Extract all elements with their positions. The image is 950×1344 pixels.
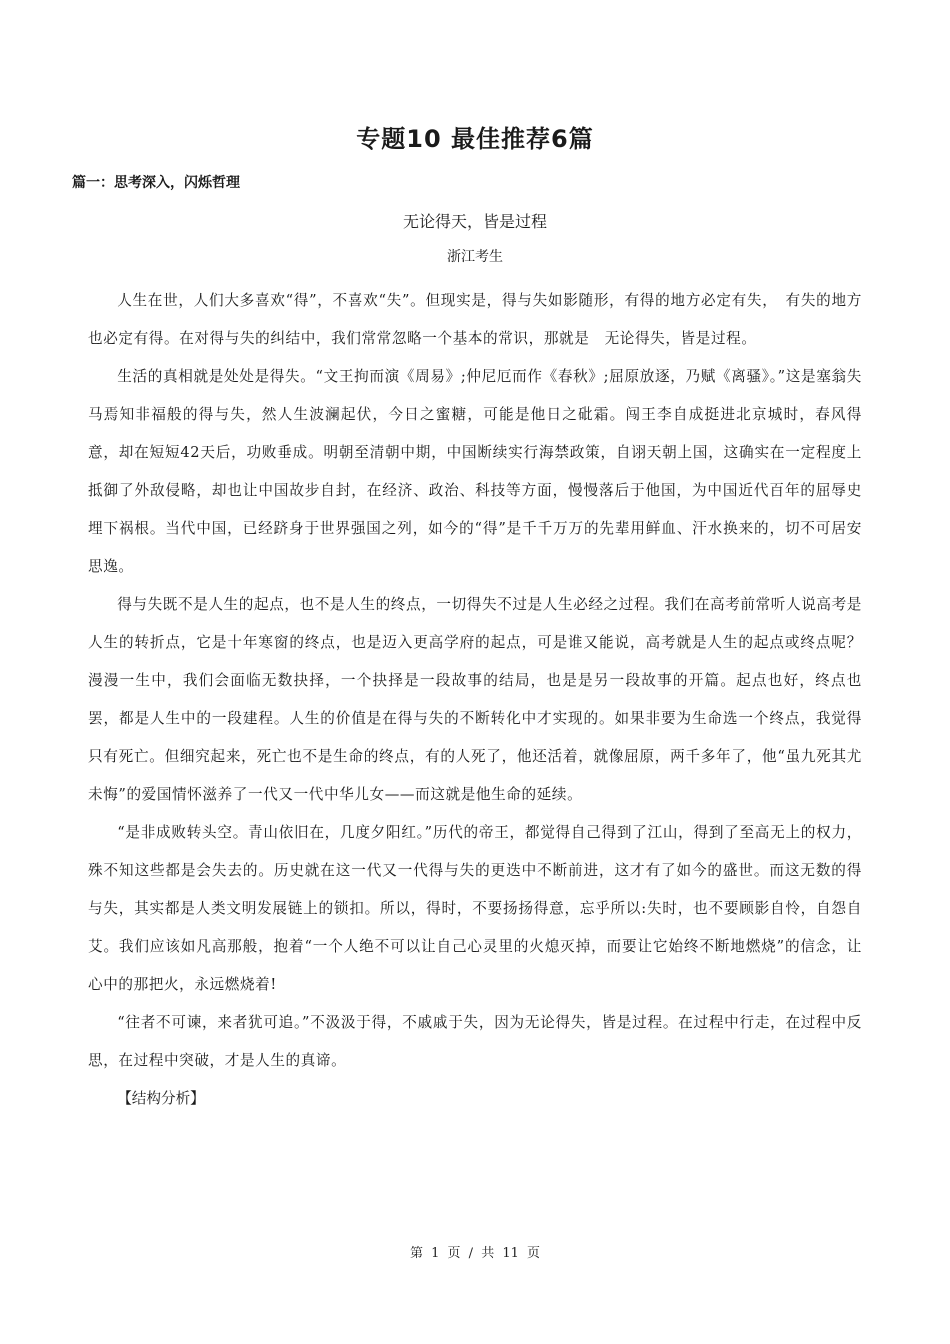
document-title: 专题10 最佳推荐6篇	[356, 125, 594, 153]
essay-title: 无论得天，皆是过程	[402, 212, 547, 231]
section-heading: 篇一：思考深入，闪烁哲理	[72, 175, 240, 191]
structure-analysis-label: 【结构分析】	[117, 1090, 205, 1107]
paragraph-2: 生活的真相就是处处是得失。“文王拘而演《周易》;仲尼厄而作《春秋》;屈原放逐，乃赋《离骚》。”这是塞翁失马焉知非福般的得与失，然人生波澜起伏，今日之蜜糖，可能是他日之砒霜。闯王李自成挺进北京城时，春风得意，却在短短42天后，功败垂成。明朝至清朝中期，中国断续实行海禁政策，自诩天朝上国，这确实在一定程度上抵御了外敌侵略，却也让中国故步自封，在经济、政治、科技等方面，慢慢落后于他国，为中国近代百年的屈辱史埋下祸根。当代中国，已经跻身于世界强国之列，如今的“得”是千千万万的先辈用鲜血、汗水换来的，切不可居安思逸。	[88, 368, 862, 575]
footer-total-prefix: 共	[481, 1246, 495, 1261]
paragraph-1: 人生在世，人们大多喜欢“得”，不喜欢“失”。但现实是，得与失如影随形，有得的地方必定有失， 有失的地方也必定有得。在对得与失的纠结中，我们常常忽略一个基本的常识，那就是 无论得失，皆是过程。	[88, 292, 862, 347]
footer-total-suffix: 页	[527, 1246, 541, 1261]
footer-page-word: 页	[447, 1246, 461, 1261]
footer-total-pages: 11	[502, 1246, 519, 1261]
footer-current-page: 1	[431, 1246, 440, 1261]
footer-separator: /	[468, 1246, 474, 1261]
footer-prefix: 第	[409, 1246, 423, 1261]
essay-body	[88, 282, 862, 1118]
paragraph-4: “是非成败转头空。青山依旧在，几度夕阳红。”历代的帝王，都觉得自己得到了江山，得到了至高无上的权力，殊不知这些都是会失去的。历史就在这一代又一代得与失的更迭中不断前进，这才有了如今的盛世。而这无数的得与失，其实都是人类文明发展链上的锁扣。所以，得时，不要扬扬得意，忘乎所以:失时，也不要顾影自怜，自怨自艾。我们应该如凡高那般，抱着“一个人绝不可以让自己心灵里的火熄灭掉，而要让它始终不断地燃烧”的信念，让心中的那把火，永远燃烧着!	[88, 824, 862, 993]
essay-author: 浙江考生	[447, 249, 503, 265]
paragraph-5: “往者不可谏，来者犹可追。”不汲汲于得，不戚戚于失，因为无论得失，皆是过程。在过程中行走，在过程中反思，在过程中突破，才是人生的真谛。	[88, 1014, 862, 1069]
paragraph-3: 得与失既不是人生的起点，也不是人生的终点，一切得失不过是人生必经之过程。我们在高考前常听人说高考是人生的转折点，它是十年寒窗的终点，也是迈入更高学府的起点，可是谁又能说，高考就是人生的起点或终点呢？漫漫一生中，我们会面临无数抉择，一个抉择是一段故事的结局，也是是另一段故事的开篇。起点也好，终点也罢，都是人生中的一段建程。人生的价值是在得与失的不断转化中才实现的。如果非要为生命选一个终点，我觉得只有死亡。但细究起来，死亡也不是生命的终点，有的人死了，他还活着，就像屈原，两千多年了，他“虽九死其尤未悔”的爱国情怀滋养了一代又一代中华儿女——而这就是他生命的延续。	[88, 596, 862, 803]
page-footer	[0, 1244, 950, 1264]
